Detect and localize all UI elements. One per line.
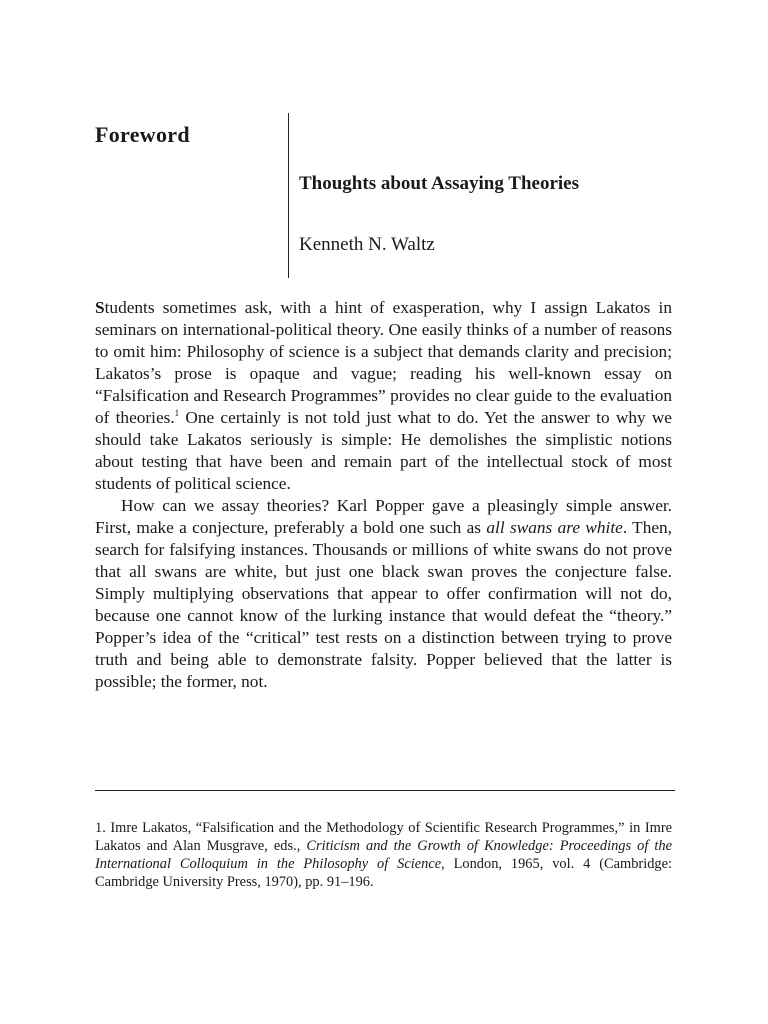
body-text xyxy=(95,297,672,693)
paragraph-2-italic: all swans are white xyxy=(486,518,623,537)
footnote-text-cont: , London, 1965, vol. 4 (Cambridge: Cambridge University Press, 1970), pp. 91–196. xyxy=(95,856,672,890)
drop-cap: S xyxy=(95,298,105,317)
paragraph-2-text-cont: . Then, search for falsifying instances. Thousands or millions of white swans do not prove that all swans are white, but just one black swan proves the conjecture false. Simply multiplying observations that appear to offer confirmation will not do, because one cannot know of the lurking instance that would defeat the “theory.” Popper’s idea of the “critical” test rests on a distinction between trying to prove truth and being able to demonstrate falsity. Popper believed that the latter is possible; the former, not. xyxy=(95,518,673,691)
author-name: Kenneth N. Waltz xyxy=(299,234,435,255)
footnote xyxy=(95,819,672,891)
chapter-title: Thoughts about Assaying Theories xyxy=(299,173,579,194)
footnote-reference[interactable]: 1 xyxy=(174,408,180,419)
section-label: Foreword xyxy=(95,122,190,147)
vertical-divider xyxy=(288,113,289,278)
paragraph-1 xyxy=(95,297,672,495)
footnote-divider xyxy=(95,790,675,791)
paragraph-1-text: tudents sometimes ask, with a hint of exasperation, why I assign Lakatos in seminars on international-political theory. One easily thinks of a number of reasons to omit him: Philosophy of science is a subject that demands clarity and precision; Lakatos’s prose is opaque and vague; reading his well-known essay on “Falsification and Research Programmes” provides no clear guide to the evaluation of theories. xyxy=(95,298,672,427)
paragraph-2 xyxy=(95,495,672,693)
paragraph-1-text-cont: One certainly is not told just what to do. Yet the answer to why we should take Lakatos seriously is simple: He demolishes the simplistic notions about testing that have been and remain part of the intellectual stock of most students of political science. xyxy=(95,408,672,493)
footnote-italic: Criticism and the Growth of Knowledge: Proceedings of the International Colloquium in the Philosophy of Science xyxy=(95,838,672,872)
paragraph-2-text: How can we assay theories? Karl Popper gave a pleasingly simple answer. First, make a conjecture, preferably a bold one such as xyxy=(95,496,672,537)
footnote-text: 1. Imre Lakatos, “Falsification and the Methodology of Scientific Research Programmes,” in Imre Lakatos and Alan Musgrave, eds., xyxy=(95,820,672,854)
